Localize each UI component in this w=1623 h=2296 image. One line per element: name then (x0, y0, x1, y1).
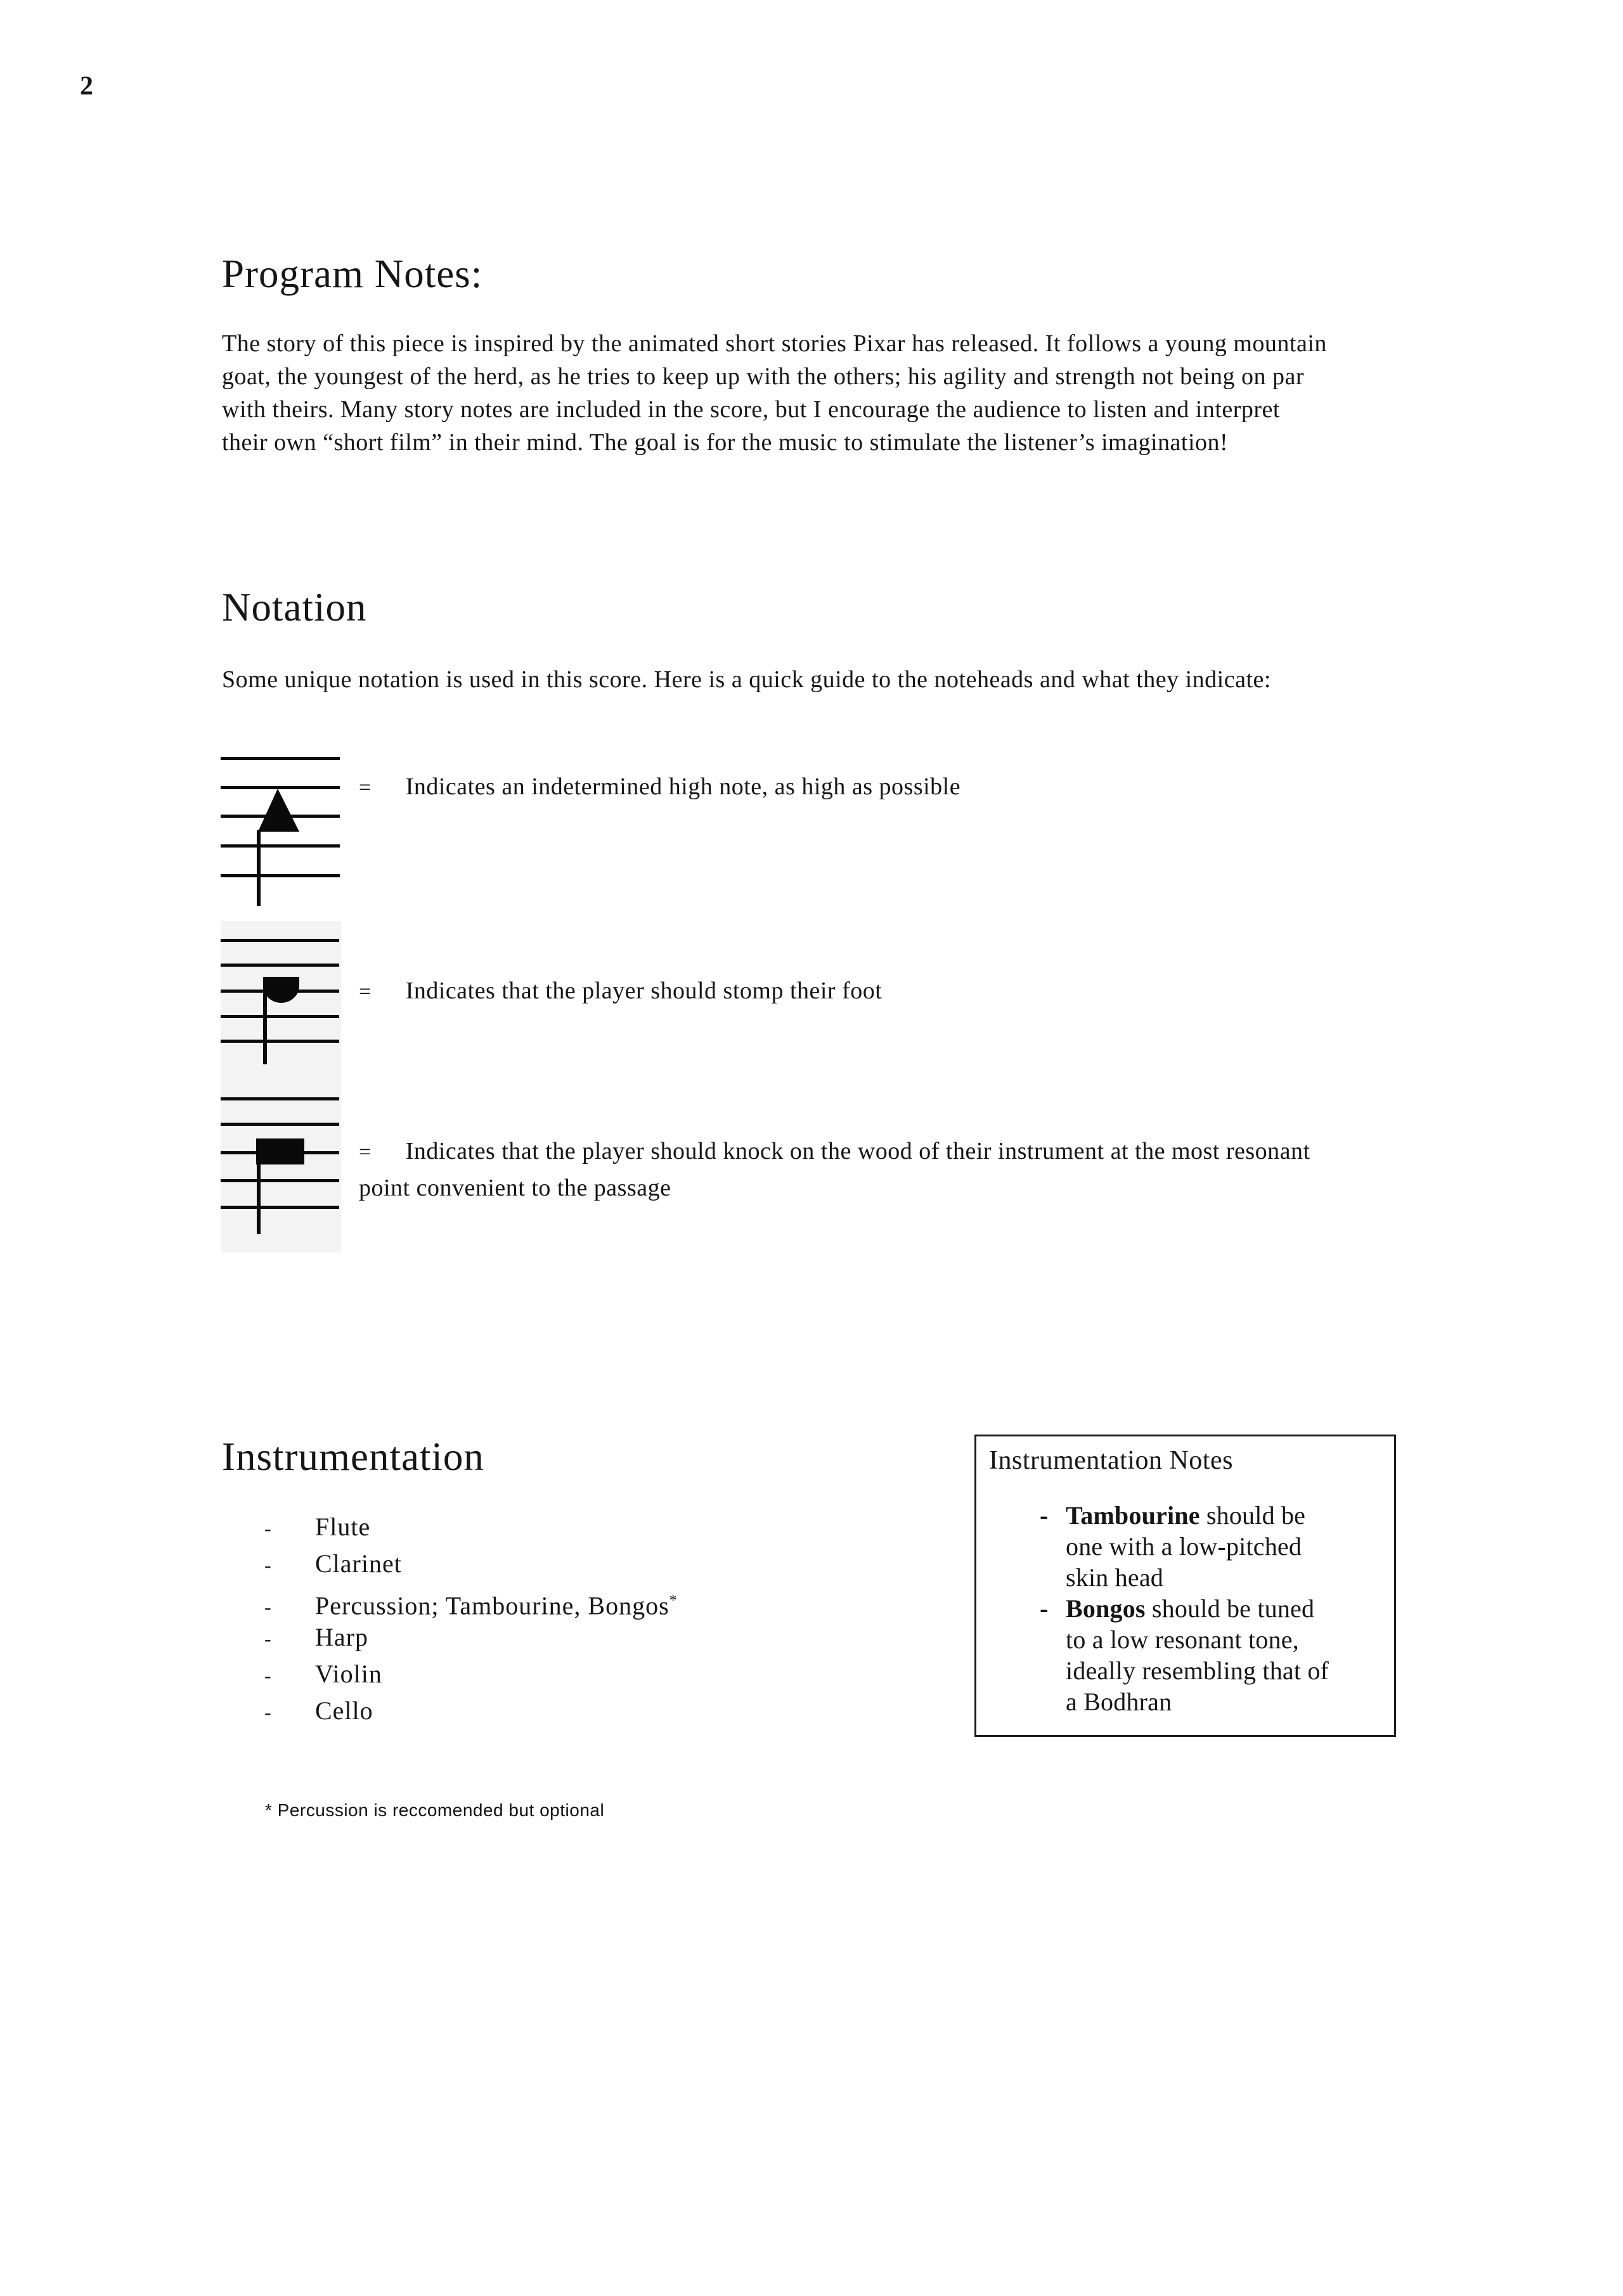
percussion-footnote: * Percussion is reccomended but optional (265, 1800, 605, 1820)
notation-intro: Some unique notation is used in this score. Here is a quick guide to the noteheads and what they indicate: (222, 666, 1271, 693)
instrumentation-list (264, 1509, 678, 1729)
notation-description: Indicates that the player should stomp their foot (405, 977, 883, 1004)
staff-line (221, 1040, 339, 1043)
list-bullet: - (264, 1554, 272, 1577)
note-stem (257, 830, 261, 906)
triangle-notehead (258, 789, 299, 832)
instrument-name: Violin (315, 1660, 382, 1688)
list-item (264, 1582, 678, 1619)
equals-sign: = (359, 776, 372, 799)
note-item-first-line (1040, 1593, 1329, 1624)
paragraph-line: goat, the youngest of the herd, as he tries to keep up with the others; his agility and strength not being on par (222, 363, 1305, 390)
note-item-line: skin head (1066, 1563, 1163, 1592)
instrument-name: Clarinet (315, 1549, 402, 1578)
note-item-text (1066, 1500, 1305, 1531)
note-item-line: to a low resonant tone, (1066, 1625, 1299, 1654)
notation-description: Indicates an indetermined high note, as high as possible (405, 773, 961, 800)
notation-row-2 (359, 976, 882, 1007)
note-item-rest: should be (1199, 1501, 1306, 1530)
knock-notehead (256, 1138, 304, 1164)
notation-heading: Notation (222, 585, 367, 629)
list-bullet: - (1040, 1501, 1049, 1530)
stomp-and-knock-notehead-staffs (221, 921, 341, 1253)
notes-box-list (1040, 1500, 1329, 1717)
program-notes-paragraph (222, 327, 1327, 459)
instrument-name-text: Percussion; Tambourine, Bongos (315, 1591, 669, 1620)
note-item-bold: Tambourine (1066, 1501, 1200, 1530)
note-item (1040, 1500, 1329, 1593)
list-bullet: - (264, 1517, 272, 1540)
instrumentation-heading: Instrumentation (222, 1435, 484, 1479)
list-bullet: - (264, 1627, 272, 1650)
staff-line (221, 964, 339, 967)
staff-line (221, 874, 340, 877)
list-bullet: - (264, 1701, 272, 1724)
notation-description-line (359, 1133, 1310, 1170)
staff-line (221, 1015, 339, 1018)
paragraph-line: their own “short film” in their mind. The goal is for the music to stimulate the listener’s imagination! (222, 429, 1229, 456)
note-item-first-line (1040, 1500, 1329, 1531)
staff-line (221, 939, 339, 942)
page-number: 2 (80, 72, 93, 101)
instrument-name: Flute (315, 1512, 371, 1541)
staff-line (221, 1097, 339, 1100)
list-item (264, 1693, 678, 1729)
note-item-bold: Bongos (1066, 1594, 1146, 1623)
footnote-asterisk: * (669, 1592, 678, 1609)
program-notes-heading: Program Notes: (222, 252, 483, 296)
notation-row-1 (359, 771, 960, 803)
note-item-rest: should be tuned (1145, 1594, 1315, 1623)
notation-description-line: point convenient to the passage (359, 1175, 671, 1201)
note-item-text (1066, 1593, 1314, 1624)
list-item (264, 1656, 678, 1693)
list-bullet: - (264, 1664, 272, 1687)
paragraph-line: with theirs. Many story notes are included in the score, but I encourage the audience to listen and interpret (222, 396, 1280, 423)
notation-description: Indicates that the player should knock on the wood of their instrument at the most resonant (405, 1138, 1310, 1164)
staff-line (221, 786, 340, 789)
instrument-name: Cello (315, 1696, 373, 1725)
instrument-name (315, 1582, 678, 1624)
instrument-name: Harp (315, 1623, 368, 1651)
note-stem (257, 1164, 261, 1234)
list-item (264, 1619, 678, 1656)
note-stem (263, 984, 267, 1064)
list-item (264, 1545, 678, 1582)
instrumentation-notes-box (974, 1435, 1396, 1737)
note-item-line: ideally resembling that of (1066, 1656, 1329, 1685)
note-item (1040, 1593, 1329, 1717)
staff-line (221, 1206, 339, 1209)
paragraph-line: The story of this piece is inspired by the animated short stories Pixar has released. It follows a young mountain (222, 330, 1327, 357)
list-item (264, 1509, 678, 1545)
triangle-notehead-staff (221, 754, 340, 910)
staff-line (221, 1179, 339, 1182)
equals-sign: = (359, 1140, 372, 1164)
notes-box-title: Instrumentation Notes (989, 1446, 1233, 1475)
list-bullet: - (264, 1596, 272, 1619)
staff-line (221, 844, 340, 848)
staff-line (221, 1123, 339, 1126)
figure-background (221, 921, 341, 1253)
equals-sign: = (359, 980, 372, 1003)
note-item-line: one with a low-pitched (1066, 1532, 1302, 1561)
staff-line (221, 757, 340, 760)
notation-row-3 (359, 1133, 1310, 1206)
note-item-line: a Bodhran (1066, 1687, 1172, 1716)
list-bullet: - (1040, 1594, 1049, 1623)
